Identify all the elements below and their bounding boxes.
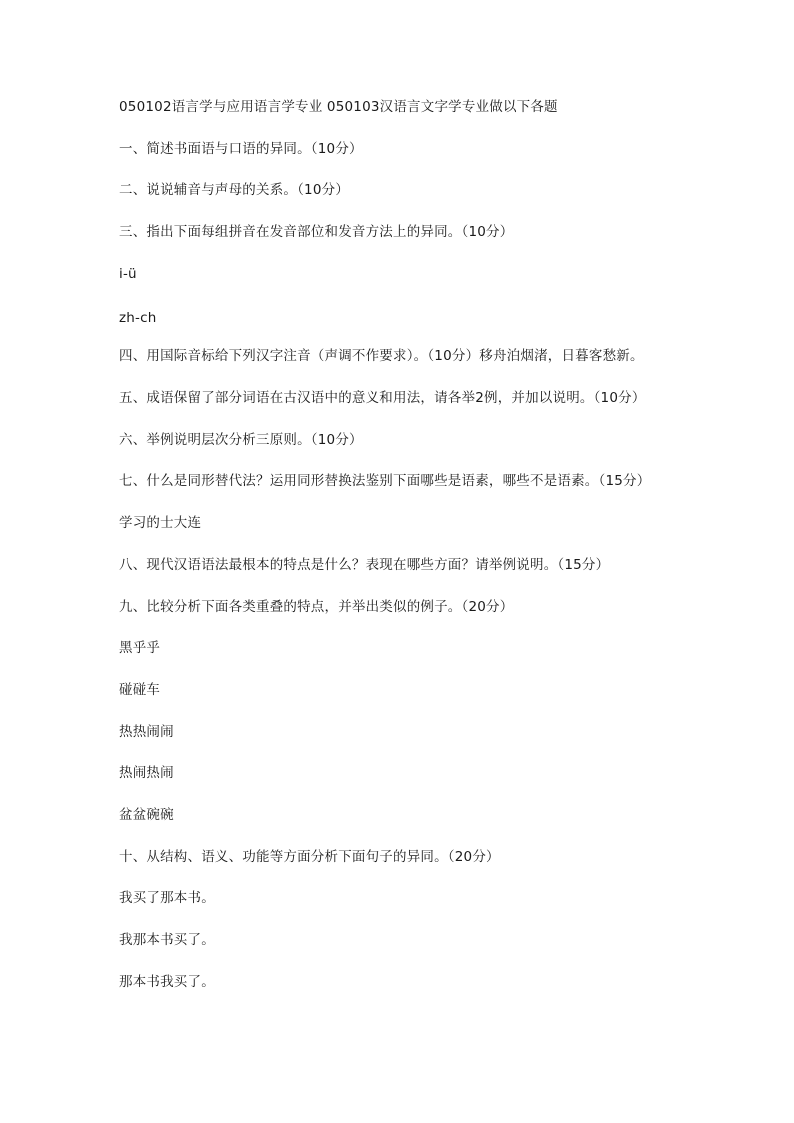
- question-10-item-2: 我那本书买了。: [119, 932, 215, 948]
- question-9-item-4: 热闹热闹: [119, 765, 174, 781]
- question-7: 七、什么是同形替代法？运用同形替换法鉴别下面哪些是语素，哪些不是语素。（15分）: [119, 473, 651, 489]
- document-heading: 050102语言学与应用语言学专业 050103汉语言文字学专业做以下各题: [119, 99, 558, 115]
- question-6: 六、举例说明层次分析三原则。（10分）: [119, 432, 363, 448]
- question-9-item-3: 热热闹闹: [119, 724, 174, 740]
- question-2: 二、说说辅音与声母的关系。（10分）: [119, 182, 350, 198]
- question-5: 五、成语保留了部分词语在古汉语中的意义和用法，请各举2例，并加以说明。（10分）: [119, 390, 646, 406]
- question-4: 四、用国际音标给下列汉字注音（声调不作要求）。（10分）移舟泊烟渚，日暮客愁新。: [119, 348, 644, 364]
- question-9-item-2: 碰碰车: [119, 682, 161, 698]
- question-8: 八、现代汉语语法最根本的特点是什么？表现在哪些方面？请举例说明。（15分）: [119, 557, 610, 573]
- question-9: 九、比较分析下面各类重叠的特点，并举出类似的例子。（20分）: [119, 599, 514, 615]
- question-7-item-1: 学习的士大连: [119, 515, 202, 531]
- question-3-item-1: i-ü: [119, 266, 137, 282]
- question-10-item-3: 那本书我买了。: [119, 974, 215, 990]
- question-1: 一、简述书面语与口语的异同。（10分）: [119, 141, 363, 157]
- question-3-item-2: zh-ch: [119, 310, 157, 326]
- question-10-item-1: 我买了那本书。: [119, 890, 215, 906]
- question-10: 十、从结构、语义、功能等方面分析下面句子的异同。（20分）: [119, 849, 500, 865]
- question-9-item-1: 黑乎乎: [119, 640, 161, 656]
- question-9-item-5: 盆盆碗碗: [119, 807, 174, 823]
- question-3: 三、指出下面每组拼音在发音部位和发音方法上的异同。（10分）: [119, 224, 514, 240]
